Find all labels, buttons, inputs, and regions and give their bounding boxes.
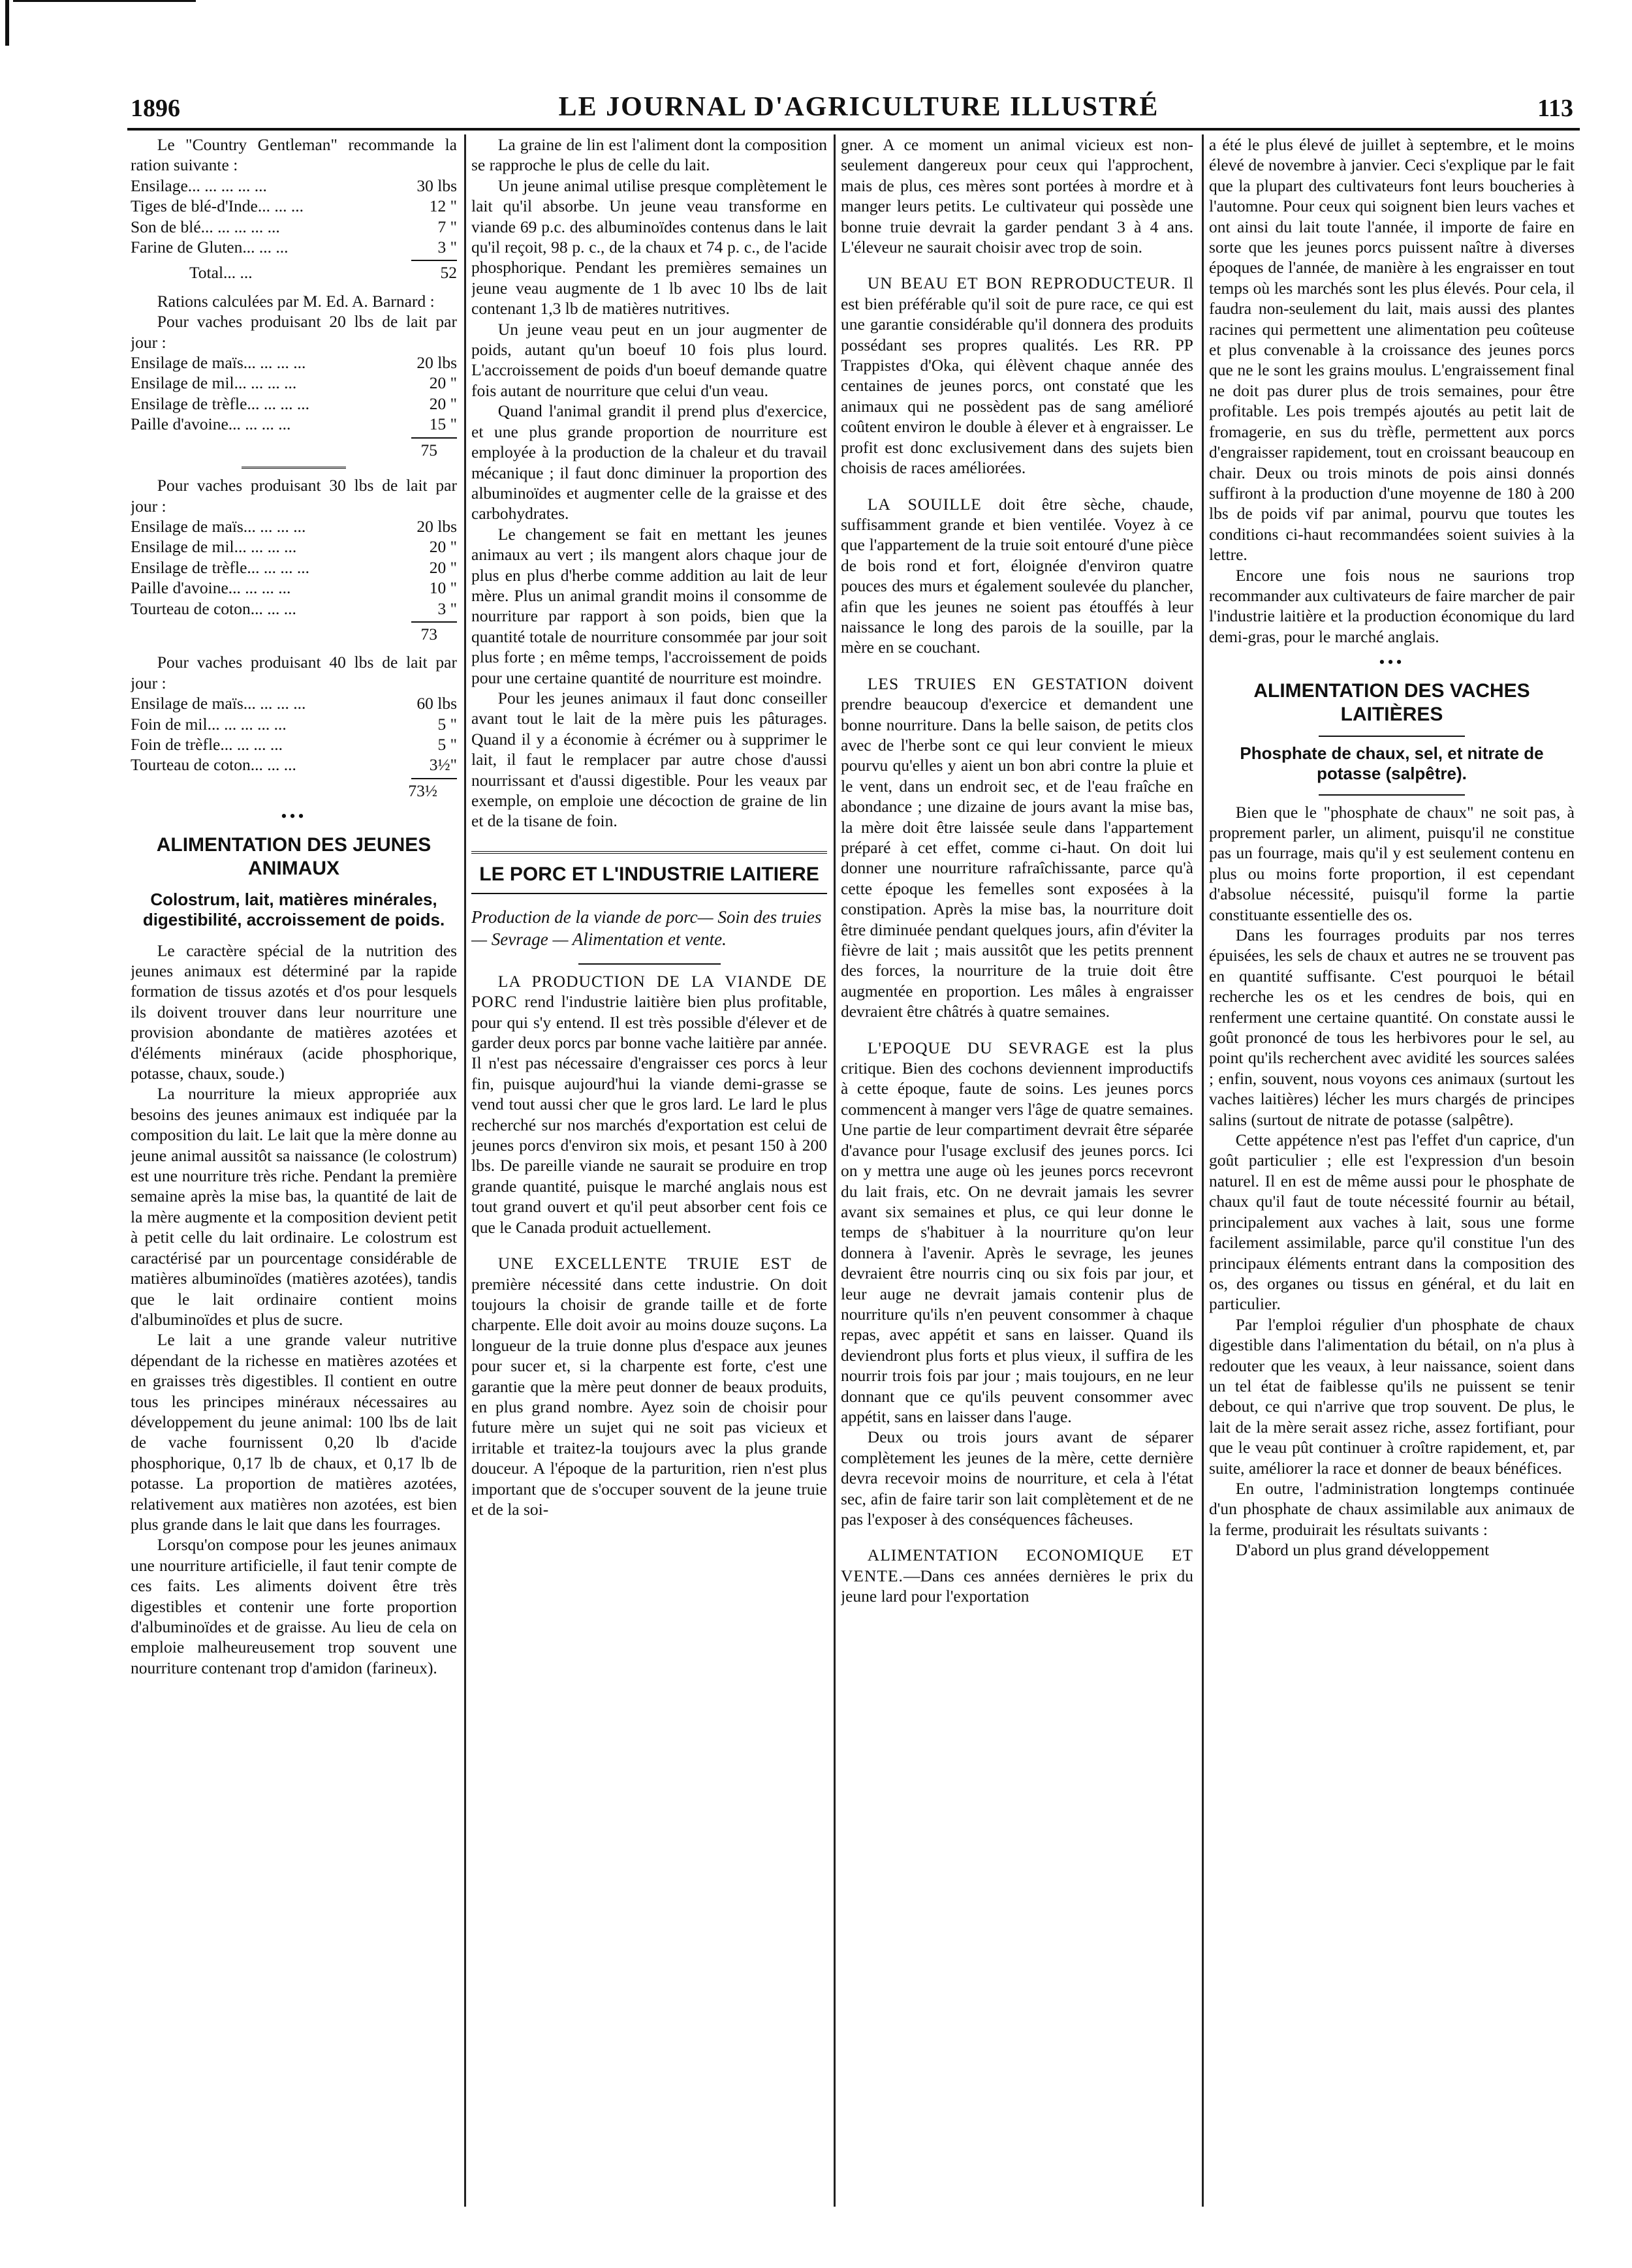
paragraph-lead: LES TRUIES EN GESTATION	[867, 674, 1129, 693]
article-paragraph: D'abord un plus grand développement	[1235, 1540, 1490, 1560]
article-paragraph: LES TRUIES EN GESTATION doivent prendre beaucoup d'exercice et demandent une bonne nourriture. Dans la belle saison, de petits clos avec de l'herbe sont ce qui leur convient le mieux pourvu qu'elles y aient un bon abri contre la pluie et le vent, dans un endroit sec, et de l'eau fraîche en abondance ; une dizaine de jours avant la mise bas, la mère doit être laissée seule dans l'appartement préparé à cet effet, comme ci-haut. On doit lui donner une nourriture rafraîchissante, parce qu'à cette époque les femelles sont exposées à la constipation. Après la mise bas, la nourriture doit être diminuée pendant quelques jours, afin d'éviter la fièvre de lait ; mais aussitôt que les petits prennent des forces, la nourriture de la truie doit être augmentée en proportion. Les mâles à engraisser devraient être châtrés à quatre semaines.	[841, 674, 1193, 1021]
article-paragraph: UNE EXCELLENTE TRUIE EST de première nécessité dans cette industrie. On doit toujours la choisir de grande taille et de forte charpente. Elle doit avoir au moins douze suçons. La longueur de la truie donne plus d'espace aux jeunes pour sucer et, si la charpente est forte, c'est une garantie que la mère peut donner de beaux produits, en plus grand nombre. Ayez soin de choisir pour future mère un sujet qui ne soit pas vicieux et irritable et traitez-la toujours avec la plus grande douceur. A l'époque de la parturition, rien n'est plus important que de s'occuper souvent de la jeune truie et de la soi-	[471, 1254, 827, 1519]
page-number: 113	[1537, 95, 1573, 122]
article-paragraph: Lorsqu'on compose pour les jeunes animaux une nourriture artificielle, il faut tenir compte de ces faits. Les aliments doivent être très digestibles et contenir une forte proportion d'albuminoïdes et de graisse. Au lieu de cela on emploie malheureusement trop souvent une nourriture contenant trop d'amidon (farineux).	[131, 1535, 457, 1677]
total-label: Total... ...	[189, 263, 253, 283]
ration-title-2: Pour vaches produisant 20 lbs de lait par jour :	[131, 312, 457, 352]
total-value: 52	[440, 263, 457, 283]
total-rule	[411, 778, 457, 779]
ration-row: Farine de Gluten... ... ... 3 "	[131, 238, 457, 257]
ration-title-3: Pour vaches produisant 30 lbs de lait par jour :	[131, 476, 457, 516]
paragraph-lead: ALIMENTATION ECONOMIQUE ET VENTE.	[841, 1546, 1193, 1585]
article-paragraph: Bien que le "phosphate de chaux" ne soit pas, à proprement parler, un aliment, puisqu'il ne constitue pas un fourrage, mais qu'il y est seulement contenu en plus ou moins forte proportion, il est cependant d'absolue nécessité, puisqu'il forme la partie constituante essentielle des os.	[1209, 802, 1575, 924]
paragraph-lead: LA PRODUCTION DE LA VIANDE DE PORC	[471, 971, 827, 1012]
paragraph-lead: L'EPOQUE DU SEVRAGE	[867, 1038, 1090, 1057]
paragraph-lead: UN BEAU ET BON REPRODUCTEUR.	[867, 273, 1176, 293]
article-paragraph: Quand l'animal grandit il prend plus d'exercice, et une plus grande proportion de nourriture est employée à la production de la chaleur et du travail mécanique ; il faut donc diminuer la proportion des albuminoïdes et augmenter celle de la graisse et des carbohydrates.	[471, 401, 827, 523]
running-head	[131, 77, 1573, 123]
total-rule	[411, 621, 457, 623]
journal-title: LE JOURNAL D'AGRICULTURE ILLUSTRÉ	[558, 92, 1159, 122]
ration-intro: Le "Country Gentleman" recommande la ration suivante :	[131, 135, 457, 175]
total-value: 75	[420, 440, 437, 459]
article-paragraph: UN BEAU ET BON REPRODUCTEUR. Il est bien préférable qu'il soit de pure race, ce qui est une garantie considérable qu'il donnera des produits possédant ses propres qualités. Les RR. PP Trappistes d'Oka, qui élèvent chaque année des centaines de jeunes porcs, ont constaté que les animaux qui ne possèdent pas de sang amélioré coûtent environ le double à élever et à engraisser. Le profit est donc exclusivement dans des sujets bien choisis de races améliorées.	[841, 273, 1193, 478]
article-paragraph: Cette appétence n'est pas l'effet d'un caprice, d'un goût particulier ; elle est l'expression d'un besoin naturel. Il en est de même aussi pour le phosphate de chaux qu'il faut de toute nécessité fournir au bétail, principalement aux vaches à lait, sous une forme facilement assimilable, parce qu'il constitue l'un des principaux éléments entrant dans la composition des os, des organes ou tissus en général, et du lait en particulier.	[1209, 1130, 1575, 1314]
article-paragraph: a été le plus élevé de juillet à septembre, et le moins élevé de novembre à janvier. Ceci s'explique par le fait que la plupart des cultivateurs font leurs boucheries à l'automne. Pour ceux qui soignent bien leurs vaches et ont ainsi du lait toute l'année, il importe de faire en sorte que les jeunes porcs puissent naître à diverses époques de l'année, de manière à les engraisser en tout temps où les marchés sont les plus élevés. Pour cela, il faudra non-seulement du lait, mais aussi des plantes racines qui permettent une alimentation peu coûteuse et plus convenable à la croissance des jeunes porcs que ne le sont les grains moulus. L'engraissement final ne doit pas durer plus de trois semaines, pour être profitable. Les pois trempés ajoutés au petit lait de fromagerie, en sus du trèfle, permettent aux porcs d'engraisser rapidement, tout en croissant beaucoup en chair. Deux ou trois minots de pois ainsi donnés suffiront à la production d'une moyenne de 180 à 200 lbs de poids vif par animal, pourvu que toutes les conditions ci-haut recommandées soient suivies à la lettre.	[1209, 135, 1575, 565]
article-paragraph: Deux ou trois jours avant de séparer complètement les jeunes de la mère, cette dernière devra recevoir moins de nourriture, et cela à l'état sec, afin de faire tarir son lait complètement et de ne pas l'exposer à des conséquences fâcheuses.	[841, 1427, 1193, 1529]
separator-rule	[242, 467, 346, 469]
ration-row: Son de blé... ... ... ... ... 7 "	[131, 217, 457, 236]
article-paragraph: Le changement se fait en mettant les jeunes animaux au vert ; ils mangent alors chaque jour de plus en plus d'herbe comme addition au lait de leur mère. Plus un animal grandit moins il consomme de nourriture par rapport à son poids, bien que la quantité totale de nourriture consommée par jour soit plus forte ; en même temps, l'accroissement de poids pour une certaine quantité de nourriture est moindre.	[471, 524, 827, 687]
ration-total-1	[131, 262, 457, 283]
ration-row: Tourteau de coton... ... ... 3½"	[131, 755, 457, 775]
scan-edge-line	[13, 0, 196, 2]
ration-table-2	[131, 352, 457, 435]
paragraph-lead: UNE EXCELLENTE TRUIE EST	[497, 1254, 792, 1273]
paragraph-lead: LA SOUILLE	[867, 494, 982, 514]
article-paragraph: L'EPOQUE DU SEVRAGE est la plus critique. Bien des cochons deviennent improductifs à cette époque, faute de soins. Les jeunes porcs commencent à manger vers l'âge de quatre semaines. Une partie de leur compartiment devrait être séparée d'avance pour l'usage exclusif des jeunes porcs. Ici on y mettra une auge où les jeunes porcs recevront du lait frais, etc. On ne devrait jamais les sevrer avant six semaines et plus, ce qui leur donne le temps de s'habituer à la nourriture qu'on leur donnera à l'avenir. Après le sevrage, les jeunes devraient être nourris cinq ou six fois par jour, et leur auge ne devrait jamais contenir plus de nourriture qu'ils n'en peuvent consommer à chaque repas, avec appétit et sans en laisser. Quand ils deviendront plus forts et plus vieux, il suffira de les nourrir trois fois par jour ; mais toujours, en ne leur donnant que ce qu'ils peuvent consommer avec appétit, sans en laisser dans l'auge.	[841, 1038, 1193, 1426]
total-rule	[411, 260, 457, 261]
column-4	[1209, 134, 1575, 2207]
article-heading: ALIMENTATION DES JEUNES ANIMAUX	[156, 833, 432, 879]
ration-row: Ensilage de mil... ... ... ... 20 "	[131, 537, 457, 557]
issue-year: 1896	[131, 95, 180, 122]
separator-rule	[1319, 736, 1465, 737]
ration-title-4: Pour vaches produisant 40 lbs de lait par jour :	[131, 653, 457, 692]
article-paragraph: La nourriture la mieux appropriée aux besoins des jeunes animaux est indiquée par la composition du lait. Le lait que la mère donne au jeune animal aussitôt sa naissance (le colostrum) est une nourriture très riche. Pendant la première semaine après la mise bas, la quantité de lait de la mère augmente et la composition devient petit à petit celle du lait ordinaire. Le colostrum est caractérisé par un pourcentage considérable de matières albuminoïdes (matières azotées), tandis que le lait ordinaire contient moins d'albuminoïdes et plus de sucre.	[131, 1084, 457, 1329]
article-paragraph: En outre, l'administration longtemps continuée d'un phosphate de chaux assimilable aux animaux de la ferme, produirait les résultats suivants :	[1209, 1478, 1575, 1539]
total-rule	[411, 437, 457, 439]
ration-row: Paille d'avoine... ... ... ... 15 "	[131, 414, 457, 434]
article-subheading: Colostrum, lait, matières minérales, digestibilité, accroissement de poids.	[142, 889, 445, 929]
ration-row: Paille d'avoine... ... ... ... 10 "	[131, 578, 457, 598]
section-ornament: •••	[281, 807, 307, 826]
ration-row: Ensilage de maïs... ... ... ... 60 lbs	[131, 694, 457, 713]
column-2	[471, 134, 827, 2207]
article-paragraph: La graine de lin est l'aliment dont la composition se rapproche le plus de celle du lait.	[471, 135, 827, 175]
total-value: 73½	[408, 781, 437, 800]
ration-row: Ensilage de mil... ... ... ... 20 "	[131, 373, 457, 393]
column-rule	[464, 134, 466, 2207]
article-paragraph: ALIMENTATION ECONOMIQUE ET VENTE.—Dans ces années dernières le prix du jeune lard pour l'exportation	[841, 1546, 1193, 1606]
article-paragraph: Pour les jeunes animaux il faut donc conseiller avant tout le lait de la mère puis les pâturages. Quand il y a économie à écrémer ou à supprimer le lait, il faut le remplacer par autre chose d'aussi nourrissant et d'aussi digestible. Pour les veaux par exemple, on emploie une décoction de graine de lin et de la tisane de foin.	[471, 688, 827, 831]
article-paragraph: Le caractère spécial de la nutrition des jeunes animaux est déterminé par la rapide formation de tissus azotés et d'os pour lesquels ils doivent trouver dans leur nourriture une provision abondante de matières azotées et d'éléments minéraux (acide phosphorique, potasse, chaux, soude.)	[131, 940, 457, 1083]
column-rule	[1202, 134, 1204, 2207]
section-subtitle: Production de la viande de porc— Soin des truies — Sevrage — Alimentation et vente.	[471, 907, 822, 949]
section-heading-box	[471, 851, 827, 894]
article-paragraph: Un jeune veau peut en un jour augmenter de poids, autant qu'un boeuf 10 fois plus lourd. L'accroissement de poids d'un boeuf demande quatre fois autant de nourriture que celui d'un veau.	[471, 319, 827, 400]
ration-row: Ensilage de trèfle... ... ... ... 20 "	[131, 394, 457, 413]
ration-row: Ensilage de maïs... ... ... ... 20 lbs	[131, 353, 457, 373]
ration-row: Ensilage... ... ... ... ... 30 lbs	[131, 176, 457, 195]
separator-rule	[578, 963, 721, 965]
article-paragraph: LA SOUILLE doit être sèche, chaude, suffisamment grande et bien ventilée. Voyez à ce que l'appartement de la truie soit entouré d'une pièce de bois rond et fort, éloignée d'environ quatre pouces des murs et également soulevée du plancher, afin que les jeunes ne soient pas étouffés à leur naissance le long des parois de la souille, par la mère en se couchant.	[841, 494, 1193, 657]
article-subheading: Phosphate de chaux, sel, et nitrate de potasse (salpêtre).	[1240, 743, 1544, 783]
section-ornament: •••	[1379, 653, 1405, 672]
article-paragraph: Encore une fois nous ne saurions trop recommander aux cultivateurs de faire marcher de pair l'industrie laitière et la production économique du lard demi-gras, pour le marché anglais.	[1209, 565, 1575, 646]
ration-row: Tiges de blé-d'Inde... ... ... 12 "	[131, 196, 457, 216]
ration-table-1	[131, 176, 457, 258]
article-paragraph: Par l'emploi régulier d'un phosphate de chaux digestible dans l'alimentation du bétail, on n'a plus à redouter que les veaux, à leur naissance, soient dans un tel état de faiblesse qu'ils ne puissent se tenir debout, ce qui n'arrive que trop souvent. De plus, le lait de la mère serait assez riche, assez fortifiant, pour que le veau pût continuer à croître rapidement, et, par suite, améliorer la race et donner de beaux bénéfices.	[1209, 1314, 1575, 1478]
section-heading: LE PORC ET L'INDUSTRIE LAITIERE	[479, 863, 819, 885]
article-paragraph: gner. A ce moment un animal vicieux est non-seulement dangereux pour ceux qui l'approchent, mais de plus, ces mères sont portées à mordre et à manger leurs petits. Le cultivateur qui possède une bonne truie devrait la garder pendant 3 à 4 ans. L'éleveur ne saurait choisir avec trop de soin.	[841, 135, 1193, 257]
header-rule	[127, 128, 1580, 131]
column-3	[841, 134, 1193, 2207]
separator-rule	[1319, 794, 1465, 796]
ration-row: Tourteau de coton... ... ... 3 "	[131, 598, 457, 618]
total-value: 73	[420, 624, 437, 644]
article-paragraph: Dans les fourrages produits par nos terres épuisées, les sels de chaux et autres ne se trouvent pas en quantité suffisante. C'est pourquoi le bétail recherche les os et les cendres de bois, qui en renferment une certaine quantité. On constate aussi le goût prononcé de tous les herbivores pour le sel, au point qu'ils recherchent avec avidité les sources salées ; enfin, souvent, nous voyons ces animaux (surtout les vaches laitières) lécher les murs chargés de principes salins (surtout de nitrate de potasse (salpêtre).	[1209, 925, 1575, 1129]
rations-by: Rations calculées par M. Ed. A. Barnard :	[157, 291, 435, 311]
column-rule	[834, 134, 836, 2207]
article-heading: ALIMENTATION DES VACHES LAITIÈRES	[1253, 679, 1530, 725]
article-paragraph: LA PRODUCTION DE LA VIANDE DE PORC rend l'industrie laitière bien plus profitable, pour qui s'y entend. Il est très possible d'élever et de garder deux porcs par bonne vache laitière par année. Il n'est pas nécessaire d'engraisser ces porcs à leur fin, puisque aujourd'hui la viande demi-grasse se vend tout aussi cher que le gros lard. Le lard le plus recherché sur nos marchés d'exportation est celui de jeunes porcs d'environ six mois, et pesant 150 à 200 lbs. De pareille viande ne saurait se produire en trop grande quantité, puisque le marché anglais nous est tout grand ouvert et qu'il peut absorber cent fois ce que le Canada produit actuellement.	[471, 971, 827, 1237]
ration-row: Ensilage de maïs... ... ... ... 20 lbs	[131, 516, 457, 536]
ration-table-4	[131, 693, 457, 775]
ration-table-3	[131, 516, 457, 619]
ration-row: Ensilage de trèfle... ... ... ... 20 "	[131, 557, 457, 577]
article-paragraph: Le lait a une grande valeur nutritive dépendant de la richesse en matières azotées et en graisses très digestibles. Il contient en outre tous les principes minéraux nécessaires au développement du jeune animal: 100 lbs de lait de vache fournissent 0,20 lb d'acide phosphorique, 0,17 lb de chaux, et 0,17 lb de potasse. La proportion de matières azotées, relativement aux matières non azotées, est bien plus grande dans le lait que dans les fourrages.	[131, 1330, 457, 1534]
ration-row: Foin de trèfle... ... ... ... 5 "	[131, 734, 457, 754]
column-1	[131, 134, 457, 2207]
ration-row: Foin de mil... ... ... ... ... 5 "	[131, 714, 457, 734]
article-paragraph: Un jeune animal utilise presque complètement le lait qu'il absorbe. Un jeune veau transforme en viande 69 p.c. des albuminoïdes contenus dans le lait qu'il reçoit, 98 p. c., de la chaux et 74 p. c., de l'acide phosphorique. Pendant les premières semaines un jeune veau augmente de 1 lb avec 10 lbs de lait contenant 1,3 lb de matières nutritives.	[471, 176, 827, 318]
scan-edge-mark	[5, 0, 9, 46]
